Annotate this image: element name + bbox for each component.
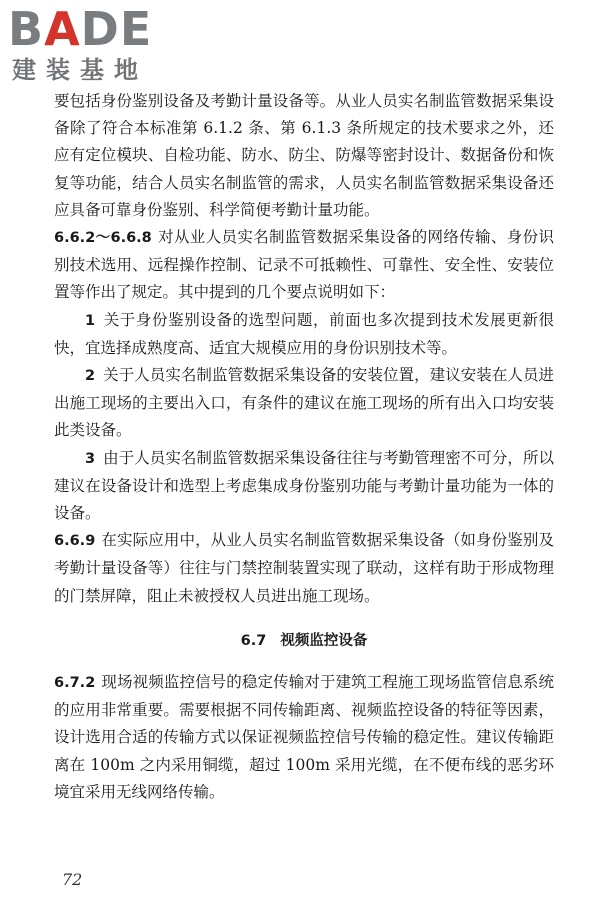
list-item-number: 2	[85, 368, 96, 385]
section-title: 视频监控设备	[280, 632, 368, 649]
list-item-number: 1	[85, 312, 96, 329]
logo-wordmark: BADE	[8, 2, 153, 56]
clause-number: 6.7.2	[54, 675, 96, 692]
section-heading	[54, 626, 554, 655]
section-number: 6.7	[240, 632, 267, 649]
list-item-text: 由于人员实名制监管数据采集设备往往与考勤管理密不可分，所以建议在设备设计和选型上考虑集成身份鉴别功能与考勤计量功能为一体的设备。	[54, 448, 554, 523]
list-item-number: 3	[85, 450, 96, 467]
bade-logo	[8, 4, 178, 86]
list-item-text: 关于人员实名制监管数据采集设备的安装位置，建议安装在人员进出施工现场的主要出入口，有条件的建议在施工现场的所有出入口均安装此类设备。	[54, 366, 554, 440]
clause-6-6-2-to-6-6-8	[54, 224, 554, 307]
clause-number: 6.6.9	[54, 533, 96, 550]
clause-number: 6.6.2～6.6.8	[54, 230, 152, 247]
list-item-3	[54, 445, 554, 528]
list-item-1	[54, 307, 554, 362]
clause-text: 在实际应用中，从业人员实名制监管数据采集设备（如身份鉴别及考勤计量设备等）往往与门禁控制装置实现了联动，这样有助于形成物理的门禁屏障，阻止未被授权人员进出施工现场。	[54, 531, 554, 605]
document-body	[54, 88, 554, 806]
list-item-2	[54, 362, 554, 445]
clause-text: 现场视频监控信号的稳定传输对于建筑工程施工现场监管信息系统的应用非常重要。需要根据不同传输距离、视频监控设备的特征等因素，设计选用合适的传输方式以保证视频监控信号传输的稳定性。建议传输距离在 100m 之内采用铜缆，超过 100m 采用光缆，在不便布线的恶劣环境宜采用无线网络传输。	[54, 673, 554, 801]
page-number: 72	[62, 870, 83, 889]
paragraph-continuation: 要包括身份鉴别设备及考勤计量设备等。从业人员实名制监管数据采集设备除了符合本标准第 6.1.2 条、第 6.1.3 条所规定的技术要求之外，还应有定位模块、自检功能、防水、防尘、防爆等密封设计、数据备份和恢复等功能，结合人员实名制监管的需求，人员实名制监管数据采集设备还应具备可靠身份鉴别、科学简便考勤计量功能。	[54, 92, 554, 219]
clause-6-7-2	[54, 669, 554, 806]
list-item-text: 关于身份鉴别设备的选型问题，前面也多次提到技术发展更新很快，宜选择成熟度高、适宜大规模应用的身份识别技术等。	[54, 310, 554, 357]
clause-text: 对从业人员实名制监管数据采集设备的网络传输、身份识别技术选用、远程操作控制、记录不可抵赖性、可靠性、安全性、安装位置等作出了规定。其中提到的几个要点说明如下：	[54, 228, 554, 302]
logo-subtitle: 建装基地	[12, 56, 148, 84]
clause-6-6-9	[54, 527, 554, 610]
